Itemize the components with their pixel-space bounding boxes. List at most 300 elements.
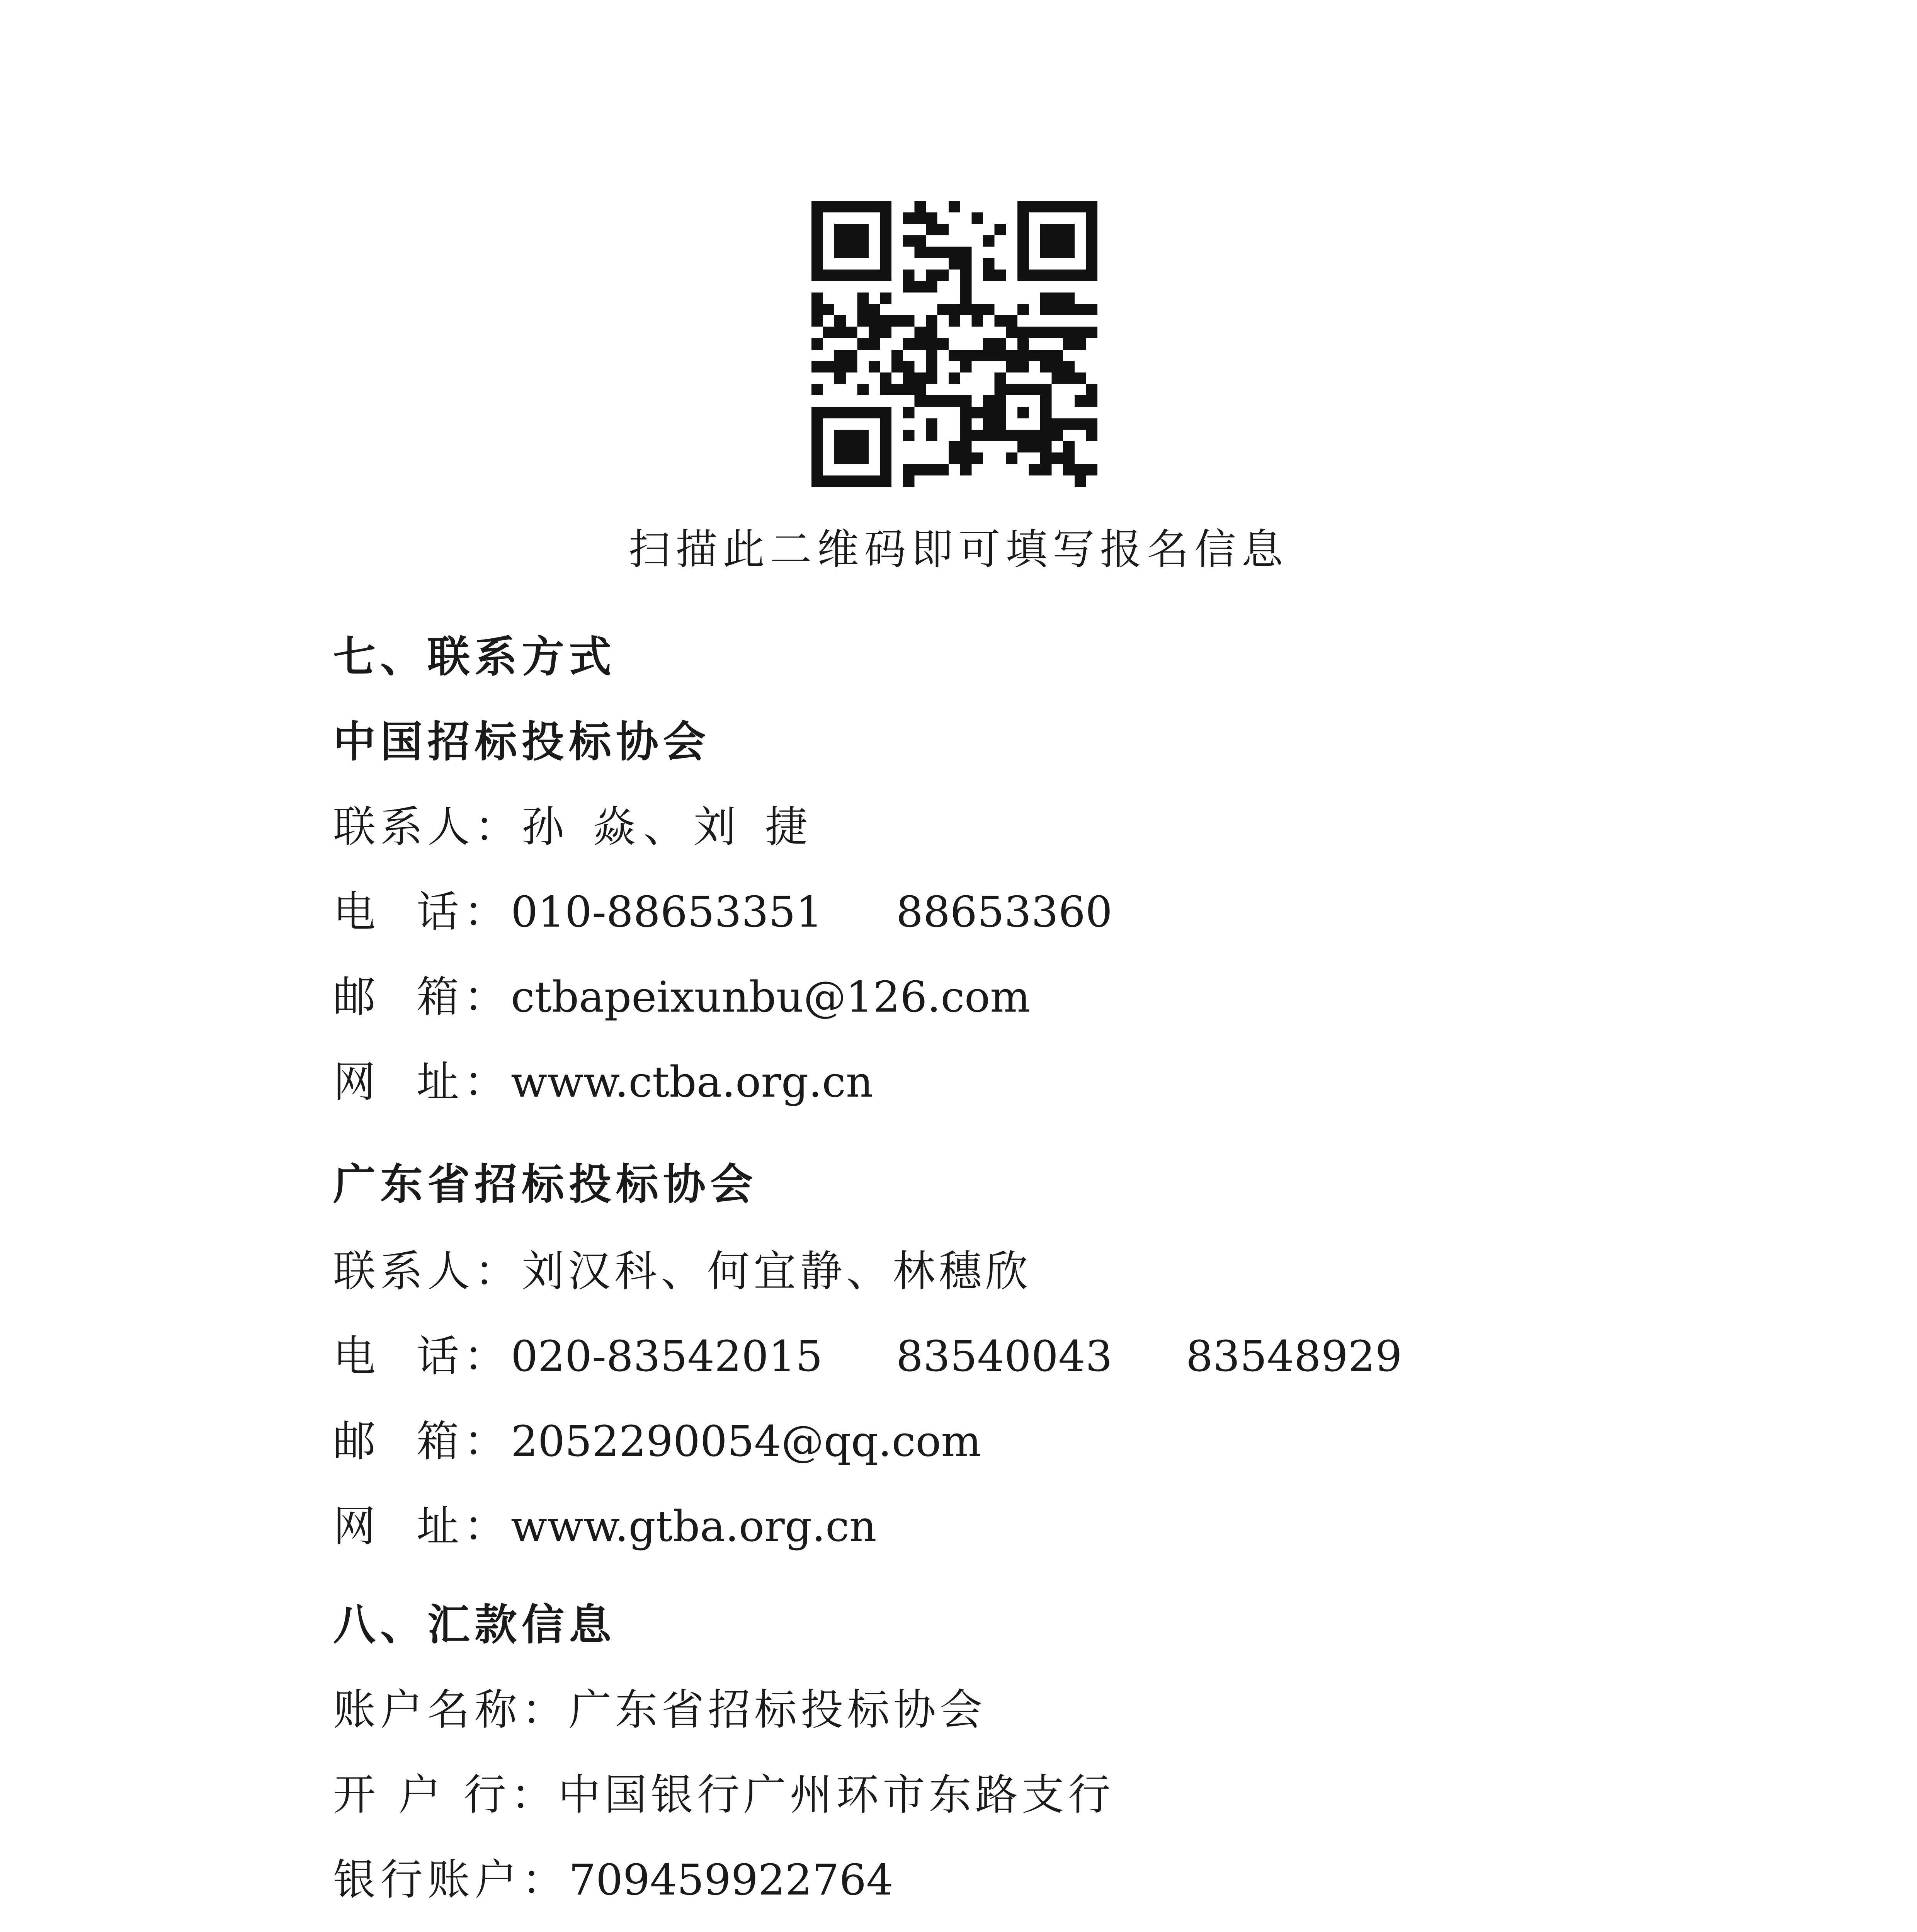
qr-module — [914, 384, 926, 396]
qr-module — [823, 475, 835, 487]
qr-module — [1086, 235, 1097, 247]
qr-module — [1040, 247, 1052, 258]
qr-module — [960, 281, 972, 293]
qr-module — [1052, 270, 1063, 281]
org1-web-label: 网 址： — [333, 1057, 511, 1107]
qr-module — [857, 452, 869, 464]
qr-module — [823, 201, 835, 213]
qr-module — [1063, 247, 1075, 258]
qr-module — [1086, 418, 1097, 430]
qr-module — [834, 327, 846, 338]
qr-module — [1052, 430, 1063, 441]
qr-module — [811, 247, 823, 258]
qr-module — [971, 213, 983, 224]
qr-module — [1063, 372, 1075, 384]
qr-module — [1040, 224, 1052, 235]
qr-module — [926, 270, 937, 281]
qr-module — [1040, 350, 1052, 361]
qr-module — [869, 201, 880, 213]
qr-module — [869, 315, 880, 327]
qr-module — [983, 418, 995, 430]
qr-module — [926, 430, 937, 441]
org1-contacts-label: 联系人： — [333, 802, 522, 852]
qr-module — [937, 395, 949, 407]
qr-module — [960, 258, 972, 270]
qr-module — [926, 281, 937, 293]
qr-module — [1086, 464, 1097, 476]
qr-module — [857, 384, 869, 396]
qr-module — [1029, 327, 1040, 338]
qr-module — [1017, 327, 1029, 338]
qr-module — [834, 361, 846, 372]
qr-module — [857, 270, 869, 281]
qr-module — [960, 407, 972, 418]
qr-module — [1040, 201, 1052, 213]
qr-module — [1017, 224, 1029, 235]
qr-module — [983, 430, 995, 441]
qr-module — [1063, 338, 1075, 350]
qr-module — [1086, 258, 1097, 270]
qr-module — [903, 315, 915, 327]
qr-module — [960, 304, 972, 315]
qr-module — [880, 235, 892, 247]
qr-module — [811, 475, 823, 487]
qr-module — [846, 452, 857, 464]
qr-module — [857, 247, 869, 258]
qr-module — [823, 304, 835, 315]
qr-module — [949, 315, 960, 327]
qr-module — [1040, 418, 1052, 430]
qr-module — [1017, 384, 1029, 396]
qr-module — [995, 224, 1006, 235]
org2-contacts-label: 联系人： — [333, 1247, 522, 1296]
qr-module — [914, 281, 926, 293]
qr-module — [1017, 201, 1029, 213]
qr-module — [1029, 384, 1040, 396]
qr-module — [857, 304, 869, 315]
qr-module — [1075, 395, 1086, 407]
qr-module — [926, 361, 937, 372]
qr-module — [823, 270, 835, 281]
qr-module — [926, 224, 937, 235]
qr-module — [1086, 327, 1097, 338]
qr-module — [983, 270, 995, 281]
qr-module — [960, 361, 972, 372]
qr-module — [995, 395, 1006, 407]
qr-module — [1040, 395, 1052, 407]
qr-module — [811, 304, 823, 315]
qr-module — [811, 407, 823, 418]
org1-contacts: 孙 焱、刘 捷 — [522, 802, 815, 852]
qr-module — [834, 441, 846, 453]
qr-module — [937, 247, 949, 258]
qr-module — [880, 201, 892, 213]
qr-module — [1017, 441, 1029, 453]
qr-code — [811, 201, 1097, 487]
qr-module — [926, 372, 937, 384]
qr-module — [811, 258, 823, 270]
qr-module — [1063, 361, 1075, 372]
qr-module — [1052, 361, 1063, 372]
qr-module — [869, 327, 880, 338]
qr-module — [891, 384, 903, 396]
qr-module — [995, 315, 1006, 327]
qr-caption: 扫描此二维码即可填写报名信息 — [628, 526, 1289, 574]
qr-module — [903, 338, 915, 350]
qr-module — [834, 315, 846, 327]
qr-module — [1063, 418, 1075, 430]
qr-module — [1052, 235, 1063, 247]
qr-module — [880, 224, 892, 235]
qr-module — [880, 293, 892, 304]
qr-module — [811, 441, 823, 453]
qr-module — [1040, 327, 1052, 338]
qr-module — [1052, 452, 1063, 464]
qr-module — [995, 270, 1006, 281]
qr-module — [811, 235, 823, 247]
qr-module — [857, 441, 869, 453]
bank-row — [333, 1770, 1114, 1820]
qr-module — [960, 270, 972, 281]
qr-module — [846, 224, 857, 235]
qr-module — [949, 201, 960, 213]
qr-module — [914, 213, 926, 224]
qr-module — [949, 441, 960, 453]
qr-module — [1006, 384, 1017, 396]
qr-module — [1086, 247, 1097, 258]
org1-email: ctbapeixunbu@126.com — [510, 972, 1031, 1022]
qr-module — [846, 235, 857, 247]
qr-module — [903, 281, 915, 293]
qr-module — [1075, 418, 1086, 430]
qr-module — [1029, 201, 1040, 213]
qr-module — [914, 247, 926, 258]
qr-module — [949, 395, 960, 407]
qr-module — [995, 384, 1006, 396]
qr-module — [914, 464, 926, 476]
qr-module — [983, 304, 995, 315]
qr-module — [1040, 293, 1052, 304]
org1-phone-2: 88653360 — [896, 887, 1112, 937]
qr-module — [1029, 350, 1040, 361]
qr-module — [1052, 350, 1063, 361]
qr-module — [823, 327, 835, 338]
qr-module — [949, 350, 960, 361]
org1-phone-row — [333, 887, 1112, 937]
qr-module — [834, 235, 846, 247]
qr-module — [1040, 430, 1052, 441]
account-no: 709459922764 — [569, 1855, 893, 1905]
qr-module — [1086, 430, 1097, 441]
qr-module — [869, 270, 880, 281]
qr-module — [914, 235, 926, 247]
qr-module — [811, 430, 823, 441]
org1-email-row — [333, 972, 1031, 1022]
qr-module — [891, 315, 903, 327]
qr-module — [983, 350, 995, 361]
qr-module — [880, 418, 892, 430]
qr-module — [1040, 407, 1052, 418]
qr-module — [880, 475, 892, 487]
org2-contacts-row — [333, 1247, 1032, 1296]
qr-module — [1075, 327, 1086, 338]
qr-module — [1040, 452, 1052, 464]
qr-module — [995, 407, 1006, 418]
qr-module — [1086, 224, 1097, 235]
qr-module — [846, 361, 857, 372]
org1-web-row — [333, 1057, 873, 1107]
qr-module — [1086, 304, 1097, 315]
qr-module — [983, 395, 995, 407]
qr-module — [1052, 418, 1063, 430]
qr-module — [1029, 464, 1040, 476]
qr-module — [1006, 315, 1017, 327]
qr-module — [1052, 247, 1063, 258]
qr-module — [903, 372, 915, 384]
qr-module — [960, 464, 972, 476]
qr-module — [1040, 270, 1052, 281]
qr-module — [995, 430, 1006, 441]
qr-module — [846, 430, 857, 441]
org2-web: www.gtba.org.cn — [510, 1502, 877, 1551]
account-name-row — [333, 1685, 986, 1735]
qr-module — [811, 224, 823, 235]
qr-module — [937, 338, 949, 350]
org2-phone-row — [333, 1332, 1402, 1381]
qr-module — [880, 384, 892, 396]
qr-module — [857, 338, 869, 350]
qr-module — [1040, 464, 1052, 476]
qr-module — [880, 213, 892, 224]
qr-module — [983, 258, 995, 270]
qr-module — [971, 350, 983, 361]
qr-module — [995, 338, 1006, 350]
qr-module — [1040, 441, 1052, 453]
qr-module — [1017, 338, 1029, 350]
qr-module — [834, 201, 846, 213]
qr-module — [960, 350, 972, 361]
qr-module — [1017, 350, 1029, 361]
qr-module — [846, 475, 857, 487]
qr-module — [971, 452, 983, 464]
qr-module — [960, 418, 972, 430]
qr-module — [846, 247, 857, 258]
qr-module — [926, 247, 937, 258]
qr-module — [926, 418, 937, 430]
qr-module — [914, 338, 926, 350]
qr-module — [811, 270, 823, 281]
qr-module — [880, 452, 892, 464]
qr-module — [1017, 407, 1029, 418]
qr-module — [914, 372, 926, 384]
qr-module — [834, 475, 846, 487]
qr-module — [834, 372, 846, 384]
qr-module — [1040, 304, 1052, 315]
qr-module — [1075, 372, 1086, 384]
qr-module — [1086, 201, 1097, 213]
qr-module — [1063, 441, 1075, 453]
qr-module — [823, 407, 835, 418]
qr-module — [971, 430, 983, 441]
qr-module — [937, 464, 949, 476]
org1-contacts-row — [333, 802, 815, 852]
qr-module — [880, 464, 892, 476]
qr-module — [960, 441, 972, 453]
qr-module — [1075, 270, 1086, 281]
qr-module — [857, 475, 869, 487]
qr-module — [1063, 464, 1075, 476]
qr-module — [983, 338, 995, 350]
qr-module — [869, 338, 880, 350]
contact-heading: 七、联系方式 — [333, 632, 616, 682]
qr-module — [869, 407, 880, 418]
qr-module — [811, 201, 823, 213]
qr-module — [1006, 430, 1017, 441]
qr-module — [1052, 224, 1063, 235]
qr-module — [926, 315, 937, 327]
qr-module — [1086, 213, 1097, 224]
org2-phone-2: 83540043 — [896, 1332, 1112, 1381]
qr-module — [834, 350, 846, 361]
qr-module — [811, 315, 823, 327]
qr-module — [903, 475, 915, 487]
qr-module — [1052, 372, 1063, 384]
qr-module — [971, 304, 983, 315]
qr-module — [937, 270, 949, 281]
org2-contacts: 刘汉科、何宜静、林穗欣 — [522, 1247, 1032, 1296]
qr-module — [903, 361, 915, 372]
qr-module — [891, 361, 903, 372]
account-name: 广东省招标投标协会 — [569, 1685, 986, 1735]
qr-module — [880, 441, 892, 453]
qr-module — [1063, 327, 1075, 338]
qr-module — [960, 247, 972, 258]
qr-module — [903, 430, 915, 441]
qr-module — [926, 213, 937, 224]
qr-module — [857, 201, 869, 213]
org1-email-label: 邮 箱： — [333, 972, 511, 1022]
qr-module — [811, 452, 823, 464]
qr-module — [983, 235, 995, 247]
qr-module — [834, 270, 846, 281]
qr-module — [995, 372, 1006, 384]
qr-module — [834, 452, 846, 464]
qr-module — [1017, 213, 1029, 224]
org1-phone-1: 010-88653351 — [510, 887, 823, 937]
qr-module — [1006, 350, 1017, 361]
qr-module — [1017, 270, 1029, 281]
qr-module — [857, 224, 869, 235]
account-no-row — [333, 1855, 893, 1905]
qr-module — [949, 452, 960, 464]
org2-web-row — [333, 1502, 877, 1551]
qr-module — [846, 441, 857, 453]
qr-module — [926, 350, 937, 361]
qr-module — [1086, 384, 1097, 396]
qr-module — [880, 270, 892, 281]
org1-web: www.ctba.org.cn — [510, 1057, 873, 1107]
qr-module — [1017, 235, 1029, 247]
qr-module — [1075, 201, 1086, 213]
org2-email-label: 邮 箱： — [333, 1417, 511, 1466]
qr-module — [811, 418, 823, 430]
qr-module — [880, 407, 892, 418]
qr-module — [1052, 304, 1063, 315]
qr-module — [857, 315, 869, 327]
qr-module — [1052, 327, 1063, 338]
bank-label: 开 户 行： — [333, 1770, 558, 1820]
qr-module — [1006, 361, 1017, 372]
qr-module — [1063, 270, 1075, 281]
qr-module — [949, 304, 960, 315]
qr-module — [834, 247, 846, 258]
qr-module — [880, 327, 892, 338]
qr-module — [914, 327, 926, 338]
org2-web-label: 网 址： — [333, 1502, 511, 1551]
qr-module — [811, 338, 823, 350]
qr-module — [1006, 327, 1017, 338]
qr-module — [1063, 201, 1075, 213]
qr-module — [1075, 464, 1086, 476]
qr-module — [926, 327, 937, 338]
qr-module — [1052, 201, 1063, 213]
qr-module — [937, 304, 949, 315]
org2-email: 2052290054@qq.com — [510, 1417, 981, 1466]
qr-module — [846, 350, 857, 361]
qr-module — [1063, 235, 1075, 247]
org1-phone-label: 电 话： — [333, 887, 511, 937]
qr-module — [834, 430, 846, 441]
account-name-label: 账户名称： — [333, 1685, 569, 1735]
qr-module — [1086, 395, 1097, 407]
qr-module — [960, 430, 972, 441]
qr-module — [903, 464, 915, 476]
qr-module — [914, 395, 926, 407]
qr-module — [846, 327, 857, 338]
qr-module — [857, 430, 869, 441]
org2-phone-label: 电 话： — [333, 1332, 511, 1381]
org2-phone-1: 020-83542015 — [510, 1332, 823, 1381]
qr-module — [1063, 293, 1075, 304]
qr-module — [1017, 258, 1029, 270]
qr-module — [1075, 338, 1086, 350]
qr-module — [880, 315, 892, 327]
qr-module — [869, 304, 880, 315]
qr-module — [960, 293, 972, 304]
qr-module — [1006, 452, 1017, 464]
qr-module — [995, 418, 1006, 430]
qr-module — [846, 270, 857, 281]
qr-module — [914, 201, 926, 213]
qr-module — [1017, 304, 1029, 315]
org2-email-row — [333, 1417, 981, 1466]
qr-module — [926, 338, 937, 350]
qr-module — [960, 395, 972, 407]
qr-module — [903, 213, 915, 224]
qr-module — [880, 372, 892, 384]
qr-module — [949, 372, 960, 384]
qr-module — [1029, 430, 1040, 441]
qr-module — [846, 407, 857, 418]
org2-phone-3: 83548929 — [1186, 1332, 1402, 1381]
qr-module — [811, 213, 823, 224]
qr-module — [880, 430, 892, 441]
qr-module — [1017, 430, 1029, 441]
qr-module — [1017, 361, 1029, 372]
org1-name: 中国招标投标协会 — [333, 717, 710, 767]
qr-module — [960, 452, 972, 464]
account-no-label: 银行账户： — [333, 1855, 569, 1905]
